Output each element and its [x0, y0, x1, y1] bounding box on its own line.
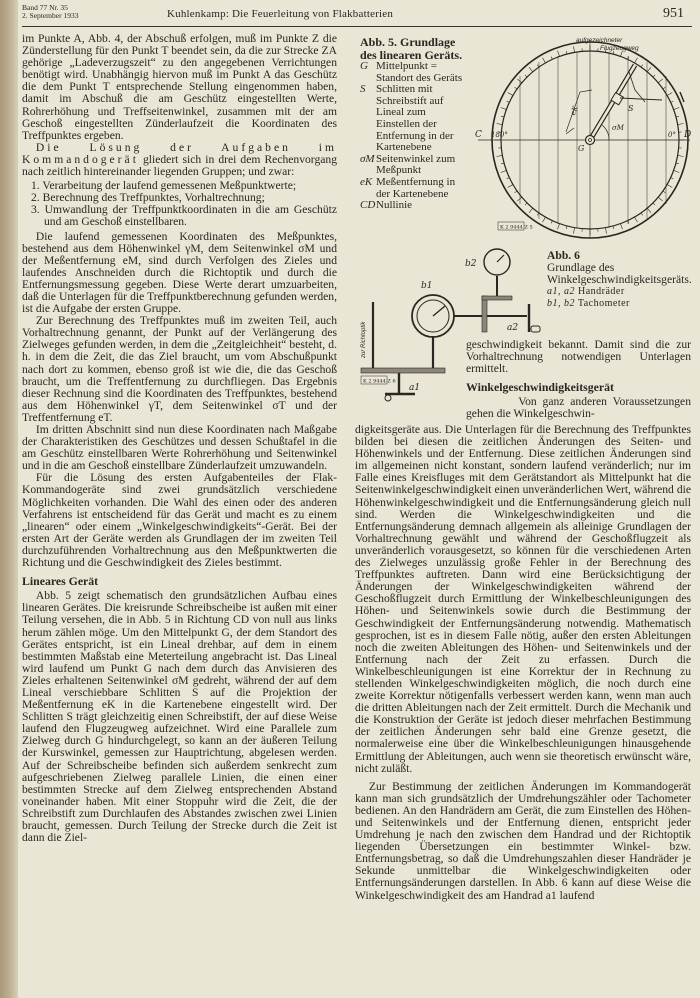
- scale-tick: [529, 208, 533, 213]
- scale-tick: [525, 203, 527, 205]
- needle-b1: [433, 306, 445, 316]
- figure-stamp: K 2 9444 Z 5: [500, 224, 533, 231]
- scale-tick: [496, 155, 502, 156]
- scale-tick: [658, 197, 663, 201]
- scale-tick: [658, 79, 663, 83]
- list-item: 2. Berechnung des Treffpunktes, Vorhaltrechnung;: [31, 191, 265, 205]
- book-binding-edge: [0, 0, 18, 998]
- section-heading: Lineares Gerät: [22, 574, 99, 589]
- task-list: [22, 180, 337, 228]
- issue-date: 2. September 1933: [22, 11, 79, 20]
- paragraph: Die Lösung der Aufgaben im Kommandogerät gliedert sich in drei dem Rechenvorgang nach zeitlich hintereinander liegenden Gruppen; und zwar:: [22, 140, 337, 179]
- scale-tick: [537, 213, 539, 215]
- left-column: [22, 33, 337, 844]
- scale-tick: [635, 58, 638, 63]
- figure-6-title: Abb. 6: [547, 249, 580, 262]
- paragraph: Im dritten Abschnitt sind nun diese Koordinaten nach Maßgabe der Charakteristiken des Geschützes und dessen Schußtafel in die am Geschütz einstellbaren Werte Rohrerhöhung und Seitenwinkel und in die am Geschoß einstellbare Zünderlaufzeit umzuwandeln.: [22, 423, 337, 473]
- scale-tick: [537, 65, 539, 67]
- label-S: S: [628, 104, 634, 113]
- paragraph: Die laufend gemessenen Koordinaten des Meßpunktes, bestehend aus dem Höhenwinkel γM, dem Seitenwinkel σM und der Meßentfernung eM, sind durch Verfolgen des Zieles und laufendes Anschneiden durch die Richtoptik und durch die Entfernungsmessung gegeben. Diese Werte derart umzuarbeiten, daß die Unterlagen für die Treffpunktberechnung gefunden werden, ist die Aufgabe der ersten Gruppe.: [22, 229, 337, 316]
- scale-tick: [543, 58, 546, 63]
- paragraph: digkeitsgeräte aus. Die Unterlagen für die Berechnung des Treffpunktes bilden bei diesen die zeitlichen Änderungen des Seiten- und Höhenwinkels und der Entfernung. Diese zeitlichen Änderungen sind im allgemeinen nicht konstant, sondern laufend veränderlich; nur im Falle eines Kreisfluges mit dem Gerätstandort als Mittelpunkt hat die Seitenwinkelgeschwindigkeit einen unveränderlichen Wert, während die Höhenwinkelgeschwindigkeit und die Entfernungsänderung gleich null sind. Werden die Winkelgeschwindigkeiten und die Entfernungsänderung demnach allgemein als alleinige Grundlagen der Vorhaltrechnung gewählt und während der Geschoßflugzeit als unveränderlich vorausgesetzt, so können für die verschiedenen Arten des Zielweges unzulässig große Fehler in der Berechnung des Treffpunktes auftreten. Dann wird eine Berücksichtigung der Änderungen der Winkelgeschwindigkeiten während der Geschoßflugzeit durch Ermittlung der Winkelbeschleunigungen des Höhen- und Seitenwinkels sowie durch die Bestimmung der Geschwindigkeit der Entfernungsänderung notwendig. Mathematisch gesprochen, ist es in diesem Falle nötig, außer den ersten Ableitungen noch die zweiten Ableitungen des Höhen- und Seitenwinkels und der Entfernung nach der Zeit zu erfassen. Durch die Winkelbeschleunigungen ist eine Korrektur der in Rechnung zu stellenden Winkelgeschwindigkeiten möglich, die noch durch eine zweite Korrektur nötigenfalls verbessert werden kann, wenn man auch die dritten Ableitungen nach der Zeit ermittelt. Durch die Mechanik und die Konstruktion der Geräte ist jedoch dieser mehrfachen Bestimmung der zeitlichen Änderungen sehr bald eine Grenze gesetzt, die normalerweise eine über die Winkelbeschleunigungen hinausgehende Ermittlung der Ableitungen, auch wenn sie theoretisch erwünscht wäre, nicht zuläßt.: [355, 423, 691, 775]
- label-a1: a1: [409, 383, 421, 393]
- label-0: 0°: [668, 131, 676, 139]
- scale-tick: [507, 101, 510, 102]
- legend-row: eK Meßentfernung in der Kartenebene: [360, 175, 456, 200]
- scale-tick: [678, 155, 684, 156]
- paragraph: Abb. 5 zeigt schematisch den grundsätzlichen Aufbau eines linearen Gerätes. Die kreisrunde Schreibscheibe ist außen mit einer Teilung versehen, die in Abb. 5 in Richtung CD von null aus links herum zählen möge. Um den Mittelpunkt G, der dem Standort des Gerätes entspricht, ist ein Lineal drehbar, auf dem in einem bestimmten Maßstab eine Meterteilung angebracht ist. Das Lineal wird laufend um Punkt G nach dem durch das Anvisieren des Zieles erhaltenen Seitenwinkel σM gedreht, während der auf dem Lineal verschiebbare Schlitten S auf die Projektion der Meßentfernung eK in die Kartenebene eingestellt wird. Der Schlitten S trägt gleichzeitig einen Schreibstift, der auf diese Weise laufend den Flugzeugweg aufzeichnet. Wird eine Parallele zum Zielweg durch G hindurchgelegt, so kann an der äußeren Teilung der Kurswinkel, gemessen zur Hauptrichtung, abgelesen werden. Auf der Schreibscheibe befinden sich außerdem senkrecht zum aufgeschriebenen Zielweg parallele Linien, die einen einer bestimmten Strecke auf dem Zielweg entsprechenden Abstand voneinander haben. Mit einer Stoppuhr wird die Zeit, die der Schreibstift zum Durchlaufen des Abstandes zwischen zwei Linien braucht, gemessen. Durch Teilung der Strecke durch die Zeit ist dann die Ziel-: [22, 589, 337, 845]
- legend-row: S Schlitten mit Schreibstift auf Lineal zum Einstellen der Entfernung in der Kartenebene: [360, 83, 454, 154]
- scale-tick: [663, 191, 665, 193]
- path-label: aufgezeichneter: [576, 37, 623, 44]
- right-column: [355, 424, 691, 902]
- figure-5-diagram: [472, 32, 694, 242]
- scale-tick: [508, 185, 513, 188]
- label-a2: a2: [507, 323, 519, 333]
- scale-tick: [551, 57, 552, 60]
- scale-tick: [605, 228, 606, 234]
- label-eK: eK: [568, 104, 580, 117]
- scale-tick: [647, 67, 651, 72]
- scale-tick: [525, 75, 527, 77]
- right-column-top: [466, 339, 691, 421]
- scale-tick: [515, 87, 517, 89]
- pointer-line: [620, 98, 662, 100]
- paragraph: Zur Berechnung des Treffpunktes muß im zweiten Teil, auch Vorhaltrechnung genannt, der Punkt auf der Verlängerung des Zielweges gefunden werden, in dem die „Zeitgleichheit“ besteht, d. h. in dem die Zeit, die das Ziel braucht, um vom Abschußpunkt nach dort zu kommen, ebenso groß ist wie die, die das Geschoß braucht, um die Treffentfernung zu durchfliegen. Das Ergebnis dieser Rechnung sind die Koordinaten des Treffpunktes, bestehend aus dem Höhenwinkel γT, dem Seitenwinkel σT und der Treffentfernung eT.: [22, 314, 337, 424]
- scale-tick: [635, 217, 638, 222]
- paragraph: Zur Bestimmung der zeitlichen Änderungen im Kommandogerät kann man sich grundsätzlich der Umdrehungszähler oder Tachometer bedienen. An den Handrädern am Gerät, die zum Einstellen des Höhen- und Seitenwinkels und der Entfernung dienen, entspricht jeder Umdrehung je nach den zwischen dem Handrad und der Richtoptik liegenden Übersetzungen ein bestimmter Winkel- bzw. Entfernungsbetrag, so daß die Umdrehungszahlen dieser Handräder je Sekunde unmittelbar die Winkelgeschwindigkeiten oder Entfernungsänderungen darstellen. In Abb. 6 kann auf diese Weise die Winkelgeschwindigkeit des am Handrad a1 laufend: [355, 779, 691, 902]
- path-label: Flugzeugweg: [600, 45, 639, 52]
- bevel-gear-vertical: [482, 296, 487, 332]
- label-C: C: [475, 130, 482, 140]
- scale-tick: [517, 197, 522, 201]
- scale-tick: [667, 93, 672, 96]
- figure-stamp: K 2 9444 Z 6: [363, 378, 396, 385]
- running-title: Kuhlenkamp: Die Feuerleitung von Flakbatterien: [167, 8, 394, 20]
- spaced-emphasis: Die Lösung der Aufgaben im Kommandogerät: [22, 140, 337, 166]
- scale-tick: [671, 101, 674, 102]
- scale-tick: [558, 224, 560, 230]
- scale-tick: [674, 170, 680, 172]
- page-number: 951: [663, 6, 684, 21]
- scale-tick: [641, 213, 643, 215]
- legend-row: CD Nullinie: [360, 199, 413, 212]
- scale-tick: [574, 46, 575, 52]
- figure-5-title: Abb. 5. Grundlage des linearen Geräts.: [360, 35, 463, 62]
- sigma-arc: [602, 125, 609, 140]
- volume-number: Band 77 Nr. 35: [22, 3, 68, 12]
- scale-tick: [574, 228, 575, 234]
- scale-tick: [674, 108, 680, 110]
- scale-tick: [543, 217, 546, 222]
- scale-tick: [515, 191, 517, 193]
- scale-tick: [507, 178, 510, 179]
- label-180: 180°: [491, 131, 508, 139]
- scale-tick: [496, 124, 502, 125]
- list-item: 1. Verarbeitung der laufend gemessenen Meßpunktwerte;: [31, 179, 297, 193]
- legend-row: a1, a2 Handräder: [547, 286, 625, 297]
- page-header: [22, 2, 692, 27]
- scale-tick: [647, 208, 651, 213]
- label-G: G: [578, 144, 585, 153]
- legend-row: G Mittelpunkt = Standort des Geräts: [360, 60, 463, 84]
- direction-arrow: [680, 92, 684, 102]
- scale-tick: [501, 170, 507, 172]
- scale-tick: [529, 67, 533, 72]
- scale-tick: [653, 203, 655, 205]
- handwheel-a2-grip: [531, 326, 540, 332]
- scale-tick: [501, 108, 507, 110]
- legend-row: b1, b2 Tachometer: [547, 298, 630, 309]
- figure-6-caption: [547, 250, 697, 310]
- figure-5-caption: [360, 36, 470, 212]
- scale-tick: [663, 87, 665, 89]
- flight-path: [629, 72, 645, 102]
- label-b1: b1: [421, 281, 433, 291]
- list-item: 3. Umwandlung der Treffpunktkoordinaten in die am Geschütz und am Geschoß einstellbaren.: [31, 203, 337, 229]
- scale-tick: [678, 124, 684, 125]
- paragraph: Für die Lösung des ersten Aufgabenteiles der Flak-Kommandogeräte sind zwei grundsätzlich verschiedene Möglichkeiten vorhanden. Die Wahl des einen oder des anderen Verfahrens ist entscheidend für das Gerät und macht es zu einem „linearen“ oder einem „Winkelgeschwindigkeits“-Gerät. Bei der ersten Art der Geräte werden als Grundlagen der im zweiten Teil durchzuführenden Vorhaltrechnung aus den Meßpunktwerten die Richtung und die Geschwindigkeit des Zieles bestimmt.: [22, 471, 337, 570]
- scale-tick: [620, 224, 622, 230]
- scale-tick: [508, 93, 513, 96]
- scale-tick: [653, 75, 655, 77]
- scale-tick: [551, 221, 552, 224]
- bevel-gear-horizontal: [482, 296, 512, 300]
- needle-b2: [497, 255, 504, 262]
- label-sigmaM: σM: [612, 124, 624, 132]
- scale-tick: [641, 65, 643, 67]
- scale-tick: [667, 185, 672, 188]
- figure-6-description: Grundlage des Winkelgeschwindigkeitsgeräts.: [547, 261, 692, 286]
- label-D: D: [684, 130, 692, 140]
- section-heading: Winkelgeschwindigkeitsgerät: [466, 380, 614, 395]
- paragraph: im Punkte A, Abb. 4, der Abschuß erfolgen, muß im Punkte Z die Zünderstellung für den Punkt T beendet sein, da die zur Strecke ZA gehörige „Ladeverzugszeit“ zu den angegebenen Verrichtungen benötigt wird. Unabhängig hiervon muß im Punkt A das Geschütz die dem Punkt T entsprechende Stellung eingenommen haben, damit im Abschuß die am Geschütz eingestellten Werte, Rohrerhöhung und Treffseitenwinkel, zusammen mit der am Geschoß eingestellten Zünderlaufzeit die Koordinaten des Treffpunktes ergeben.: [22, 32, 337, 142]
- legend-row: σM Seitenwinkel zum Meßpunkt: [360, 152, 456, 177]
- paragraph: geschwindigkeit bekannt. Damit sind die zur Vorhaltrechnung notwendigen Unterlagen ermittelt.: [466, 338, 691, 376]
- scale-tick: [671, 178, 674, 179]
- volume-info: [22, 4, 78, 20]
- center-G: [586, 136, 595, 145]
- paragraph-lead: Von ganz anderen Voraussetzungen gehen die Winkelgeschwin-: [466, 395, 691, 421]
- lower-plate: [361, 368, 445, 373]
- label-richtoptik: zur Richtoptik: [361, 321, 367, 358]
- label-b2: b2: [465, 259, 477, 269]
- scale-tick: [558, 51, 560, 57]
- scale-tick: [517, 79, 522, 83]
